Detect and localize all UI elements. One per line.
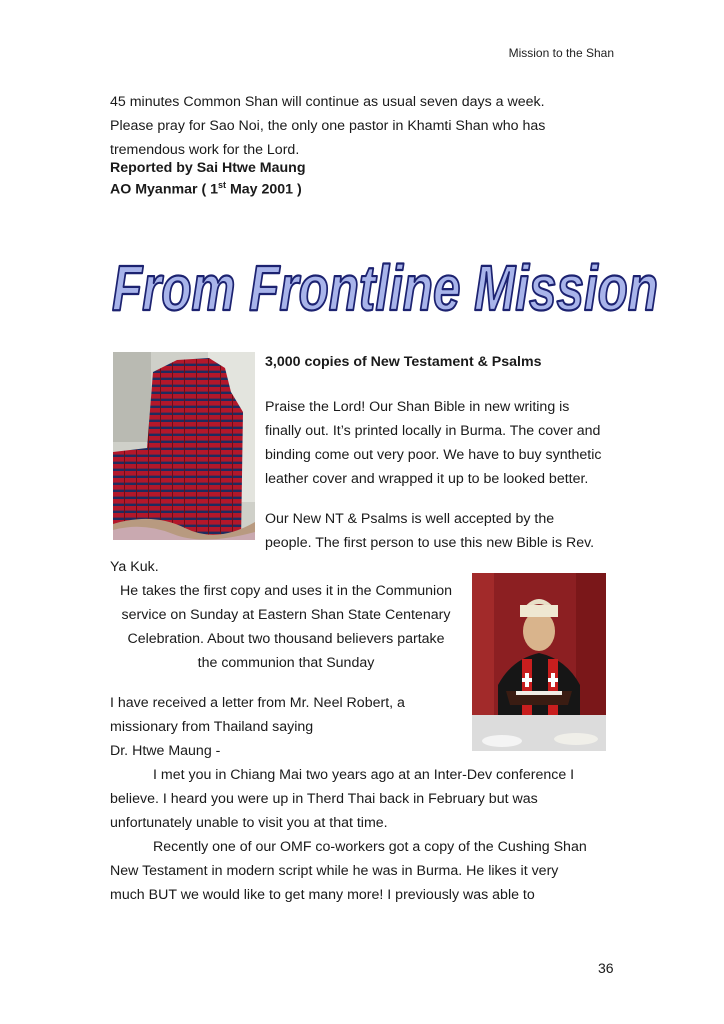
intro-line: Please pray for Sao Noi, the only one pastor in Khamti Shan who has xyxy=(110,118,546,134)
letter-salutation: Dr. Htwe Maung - xyxy=(110,743,221,759)
letter-para2-line: Recently one of our OMF co-workers got a copy of the Cushing Shan xyxy=(153,839,587,855)
intro-line: 45 minutes Common Shan will continue as usual seven days a week. xyxy=(110,94,545,110)
para3-line: He takes the first copy and uses it in the Communion xyxy=(120,583,452,599)
letter-intro-line: I have received a letter from Mr. Neel Robert, a xyxy=(110,695,405,711)
page-number: 36 xyxy=(598,960,614,976)
letter-para1-line: believe. I heard you were up in Therd Thai back in February but was xyxy=(110,791,538,807)
letter-intro-line: missionary from Thailand saying xyxy=(110,719,314,735)
para3-line: the communion that Sunday xyxy=(197,655,375,671)
letter-para1-line: I met you in Chiang Mai two years ago at an Inter-Dev conference I xyxy=(153,767,575,783)
reporter-line: Reported by Sai Htwe Maung xyxy=(110,160,306,176)
para1-line: finally out. It’s printed locally in Burma. The cover and xyxy=(265,423,601,439)
para3-line: service on Sunday at Eastern Shan State Centenary xyxy=(121,607,451,623)
dateline-superscript: st xyxy=(218,180,227,190)
intro-line: tremendous work for the Lord. xyxy=(110,142,300,158)
frontline-mission-banner xyxy=(110,246,662,326)
letter-para1-line: unfortunately unable to visit you at that time. xyxy=(110,815,388,831)
dateline-suffix: May 2001 ) xyxy=(226,181,302,198)
dateline xyxy=(110,177,302,199)
para2-line: Our New NT & Psalms is well accepted by the xyxy=(265,511,555,527)
para1-line: Praise the Lord! Our Shan Bible in new writing is xyxy=(265,399,570,415)
para2-line: Ya Kuk. xyxy=(110,559,159,575)
pastor-photo xyxy=(472,573,606,751)
banner-text: From Frontline Mission xyxy=(112,252,658,324)
para1-line: leather cover and wrapped it up to be looked better. xyxy=(265,471,589,487)
para1-line: binding come out very poor. We have to buy synthetic xyxy=(265,447,602,463)
para3-line: Celebration. About two thousand believers partake xyxy=(127,631,445,647)
letter-para2-line: New Testament in modern script while he was in Burma. He likes it very xyxy=(110,863,559,879)
dateline-prefix: AO Myanmar ( 1 xyxy=(110,181,219,198)
article-heading: 3,000 copies of New Testament & Psalms xyxy=(265,354,542,370)
para2-line: people. The first person to use this new Bible is Rev. xyxy=(265,535,595,551)
letter-para2-line: much BUT we would like to get many more! I previously was able to xyxy=(110,887,535,903)
running-header: Mission to the Shan xyxy=(508,46,614,60)
bible-stacks-photo xyxy=(113,352,255,540)
